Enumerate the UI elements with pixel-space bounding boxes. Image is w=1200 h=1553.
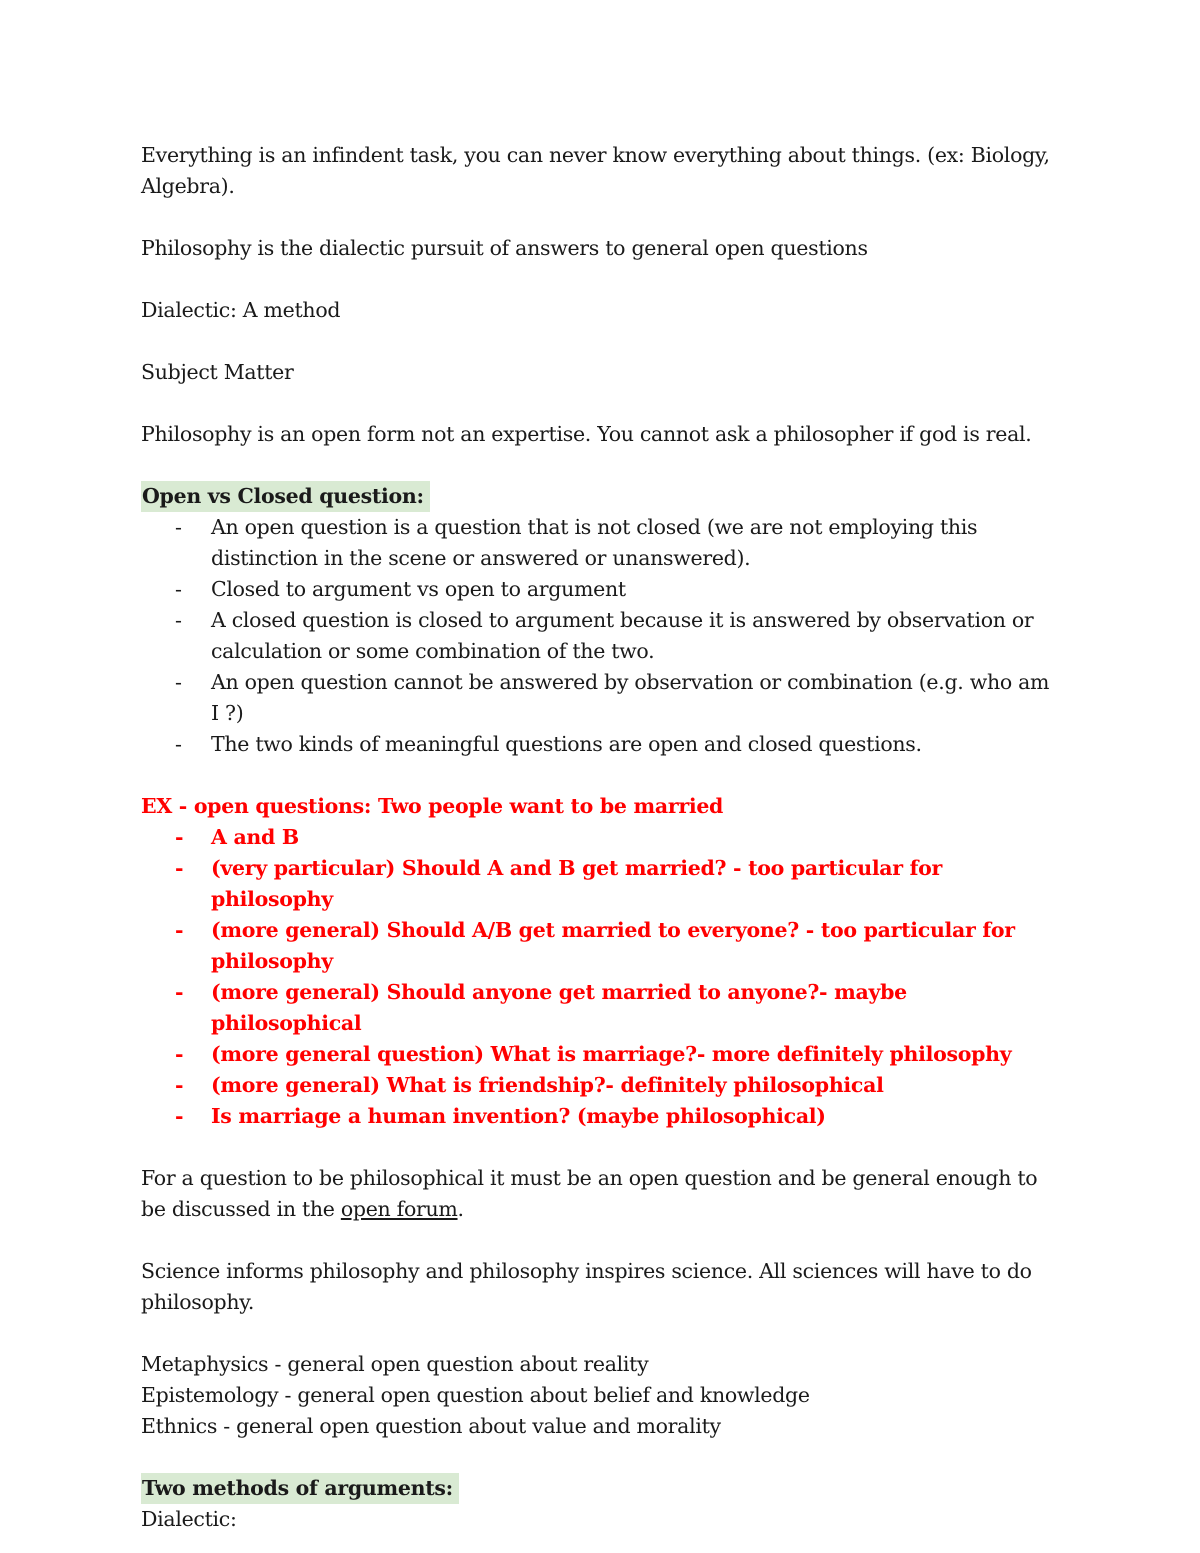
list-item [141, 667, 1061, 729]
list-item-text: Is marriage a human invention? (maybe philosophical) [211, 1104, 826, 1128]
branches-list [141, 1349, 1061, 1442]
criteria-text: For a question to be philosophical it must be an open question and be general enough to be discussed in the [141, 1166, 1038, 1221]
paragraph-infinite-task: Everything is an infindent task, you can never know everything about things. (ex: Biology, Algebra). [141, 143, 1050, 198]
list-open-closed [141, 512, 1061, 760]
list-item [141, 1039, 1061, 1070]
paragraph-philosophical-criteria [141, 1163, 1061, 1225]
dash-bullet: - [175, 608, 182, 632]
list-item [141, 853, 1061, 915]
branch-metaphysics: Metaphysics - general open question about reality [141, 1352, 649, 1376]
list-item [141, 1070, 1061, 1101]
heading-open-closed: Open vs Closed question: [141, 481, 430, 512]
paragraph-science-philosophy: Science informs philosophy and philosophy inspires science. All sciences will have to do philosophy. [141, 1259, 1032, 1314]
list-item-text: (more general question) What is marriage?- more definitely philosophy [211, 1042, 1012, 1066]
list-item [141, 915, 1061, 977]
list-item-text: (more general) Should A/B get married to everyone? - too particular for philosophy [211, 918, 1015, 973]
list-item [141, 574, 1061, 605]
dash-bullet: - [175, 1042, 184, 1066]
list-item-text: A closed question is closed to argument because it is answered by observation or calculation or some combination of the two. [211, 608, 1034, 663]
list-item-text: An open question cannot be answered by observation or combination (e.g. who am I ?) [211, 670, 1050, 725]
list-item-text: Closed to argument vs open to argument [211, 577, 626, 601]
criteria-end: . [457, 1197, 464, 1221]
list-item-text: (very particular) Should A and B get married? - too particular for philosophy [211, 856, 943, 911]
list-item [141, 822, 1061, 853]
list-example [141, 822, 1061, 1132]
list-item-text: The two kinds of meaningful questions are open and closed questions. [211, 732, 922, 756]
section-example [141, 791, 1061, 1132]
section-open-closed [141, 481, 1061, 760]
dash-bullet: - [175, 1104, 184, 1128]
list-item [141, 977, 1061, 1039]
list-item [141, 512, 1061, 574]
list-item-text: (more general) What is friendship?- definitely philosophical [211, 1073, 884, 1097]
paragraph-philosophy-definition: Philosophy is the dialectic pursuit of answers to general open questions [141, 236, 868, 260]
dash-bullet: - [175, 856, 184, 880]
dash-bullet: - [175, 1073, 184, 1097]
paragraph-dialectic: Dialectic: A method [141, 298, 341, 322]
dash-bullet: - [175, 825, 184, 849]
methods-dialectic: Dialectic: [141, 1507, 237, 1531]
list-item [141, 605, 1061, 667]
paragraph-subject-matter: Subject Matter [141, 360, 294, 384]
list-item [141, 729, 1061, 760]
document-page [141, 140, 1061, 1535]
dash-bullet: - [175, 732, 182, 756]
section-methods [141, 1473, 1061, 1535]
dash-bullet: - [175, 515, 182, 539]
open-forum-text: open forum [340, 1197, 458, 1221]
heading-example: EX - open questions: Two people want to be married [141, 794, 724, 818]
dash-bullet: - [175, 577, 182, 601]
dash-bullet: - [175, 980, 184, 1004]
heading-methods: Two methods of arguments: [141, 1473, 459, 1504]
branch-ethics: Ethnics - general open question about value and morality [141, 1414, 721, 1438]
branch-epistemology: Epistemology - general open question about belief and knowledge [141, 1383, 810, 1407]
list-item [141, 1101, 1061, 1132]
list-item-text: A and B [211, 825, 299, 849]
dash-bullet: - [175, 918, 184, 942]
paragraph-open-form: Philosophy is an open form not an expertise. You cannot ask a philosopher if god is real. [141, 422, 1032, 446]
dash-bullet: - [175, 670, 182, 694]
list-item-text: (more general) Should anyone get married to anyone?- maybe philosophical [211, 980, 907, 1035]
list-item-text: An open question is a question that is not closed (we are not employing this distinction in the scene or answered or unanswered). [211, 515, 978, 570]
